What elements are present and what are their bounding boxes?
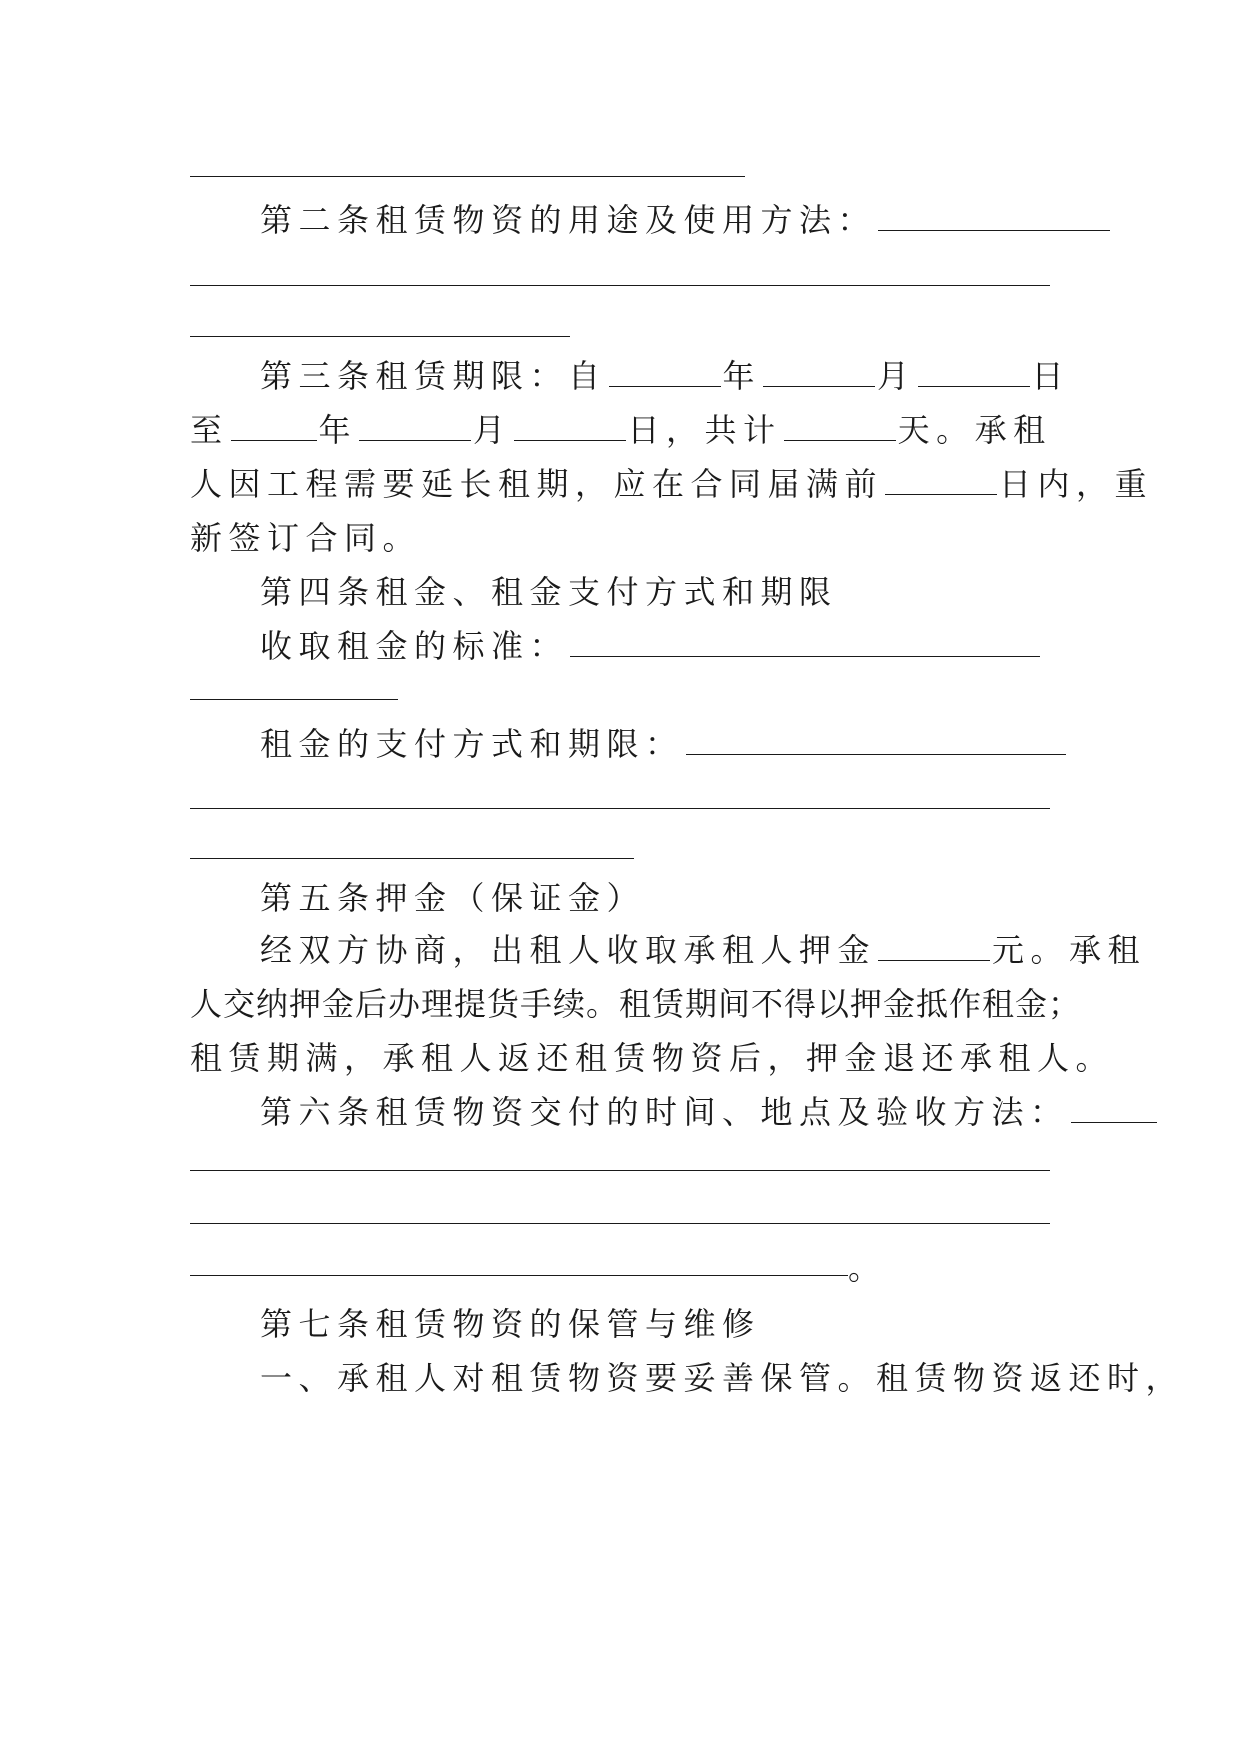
month-text: 月 (877, 357, 916, 395)
payment-label: 租金的支付方式和期限： (260, 725, 684, 763)
article-5-line-2 (190, 984, 1082, 1024)
article-7-item-1-text: 一、承租人对租赁物资要妥善保管。租赁物资返还时， (260, 1359, 1185, 1397)
deposit-amount-blank (878, 932, 990, 961)
article-7-heading-text: 第七条租赁物资的保管与维修 (260, 1305, 761, 1343)
year-text: 年 (318, 411, 358, 449)
article-5-line-3 (190, 1038, 1115, 1078)
article-2-line (190, 200, 1050, 240)
day-total-text: 日，共计 (627, 411, 782, 449)
article-7-item-1 (190, 1358, 1185, 1398)
article-4-heading-text: 第四条租金、租金支付方式和期限 (260, 573, 838, 611)
article-6-end (848, 1248, 888, 1288)
to-text: 至 (190, 411, 229, 449)
article-3-line-1 (190, 356, 1071, 396)
days-unit-text: 天。承租 (897, 411, 1052, 449)
total-days-blank (784, 412, 896, 441)
month-blank (763, 358, 875, 387)
blank-line (190, 699, 398, 700)
extend-days-blank (885, 466, 997, 495)
blank-line (190, 858, 634, 859)
article-3-line-4 (190, 518, 1050, 558)
deposit-return-text: 租赁期满，承租人返还租赁物资后，押金退还承租人。 (190, 1039, 1115, 1077)
day-blank (918, 358, 1030, 387)
end-month-blank (359, 412, 471, 441)
article-2-label: 第二条租赁物资的用途及使用方法： (260, 201, 877, 239)
article-3-line-3 (190, 464, 1154, 504)
year-text: 年 (722, 357, 762, 395)
blank-line (190, 285, 1050, 286)
article-6-line (190, 1092, 1069, 1132)
deposit-unit-text: 元。承租 (992, 931, 1147, 969)
article-6-label: 第六条租赁物资交付的时间、地点及验收方法： (260, 1093, 1069, 1131)
blank-line (190, 176, 745, 177)
period-mark: 。 (848, 1249, 887, 1287)
blank-line (190, 1170, 1050, 1171)
delivery-blank (1071, 1094, 1157, 1123)
blank-line (190, 1275, 848, 1276)
renew-text: 新签订合同。 (190, 519, 422, 557)
article-5-heading-text: 第五条押金（保证金） (260, 879, 646, 917)
extend-text: 人因工程需要延长租期，应在合同届满前 (190, 465, 884, 503)
article-7-heading (190, 1304, 1050, 1344)
rent-standard-label: 收取租金的标准： (260, 627, 569, 665)
end-day-blank (514, 412, 626, 441)
rent-standard-line (190, 626, 1050, 666)
article-3-label: 第三条租赁期限：自 (260, 357, 607, 395)
fill-blank (878, 202, 1110, 231)
article-5-line-1 (190, 930, 1147, 970)
days-within-text: 日内，重 (999, 465, 1154, 503)
payment-line (190, 724, 1050, 764)
blank-line (190, 808, 1050, 809)
blank-line (190, 336, 570, 337)
month-text: 月 (473, 411, 512, 449)
payment-blank (686, 726, 1066, 755)
blank-line (190, 1223, 1050, 1224)
article-4-heading (190, 572, 1050, 612)
deposit-rule-text: 人交纳押金后办理提货手续。租赁期间不得以押金抵作租金； (190, 985, 1082, 1023)
day-text: 日 (1031, 357, 1071, 395)
article-5-heading (190, 878, 1050, 918)
end-year-blank (231, 412, 317, 441)
deposit-text: 经双方协商，出租人收取承租人押金 (260, 931, 877, 969)
rent-standard-blank (570, 628, 1040, 657)
article-3-line-2 (190, 410, 1050, 450)
year-blank (609, 358, 721, 387)
